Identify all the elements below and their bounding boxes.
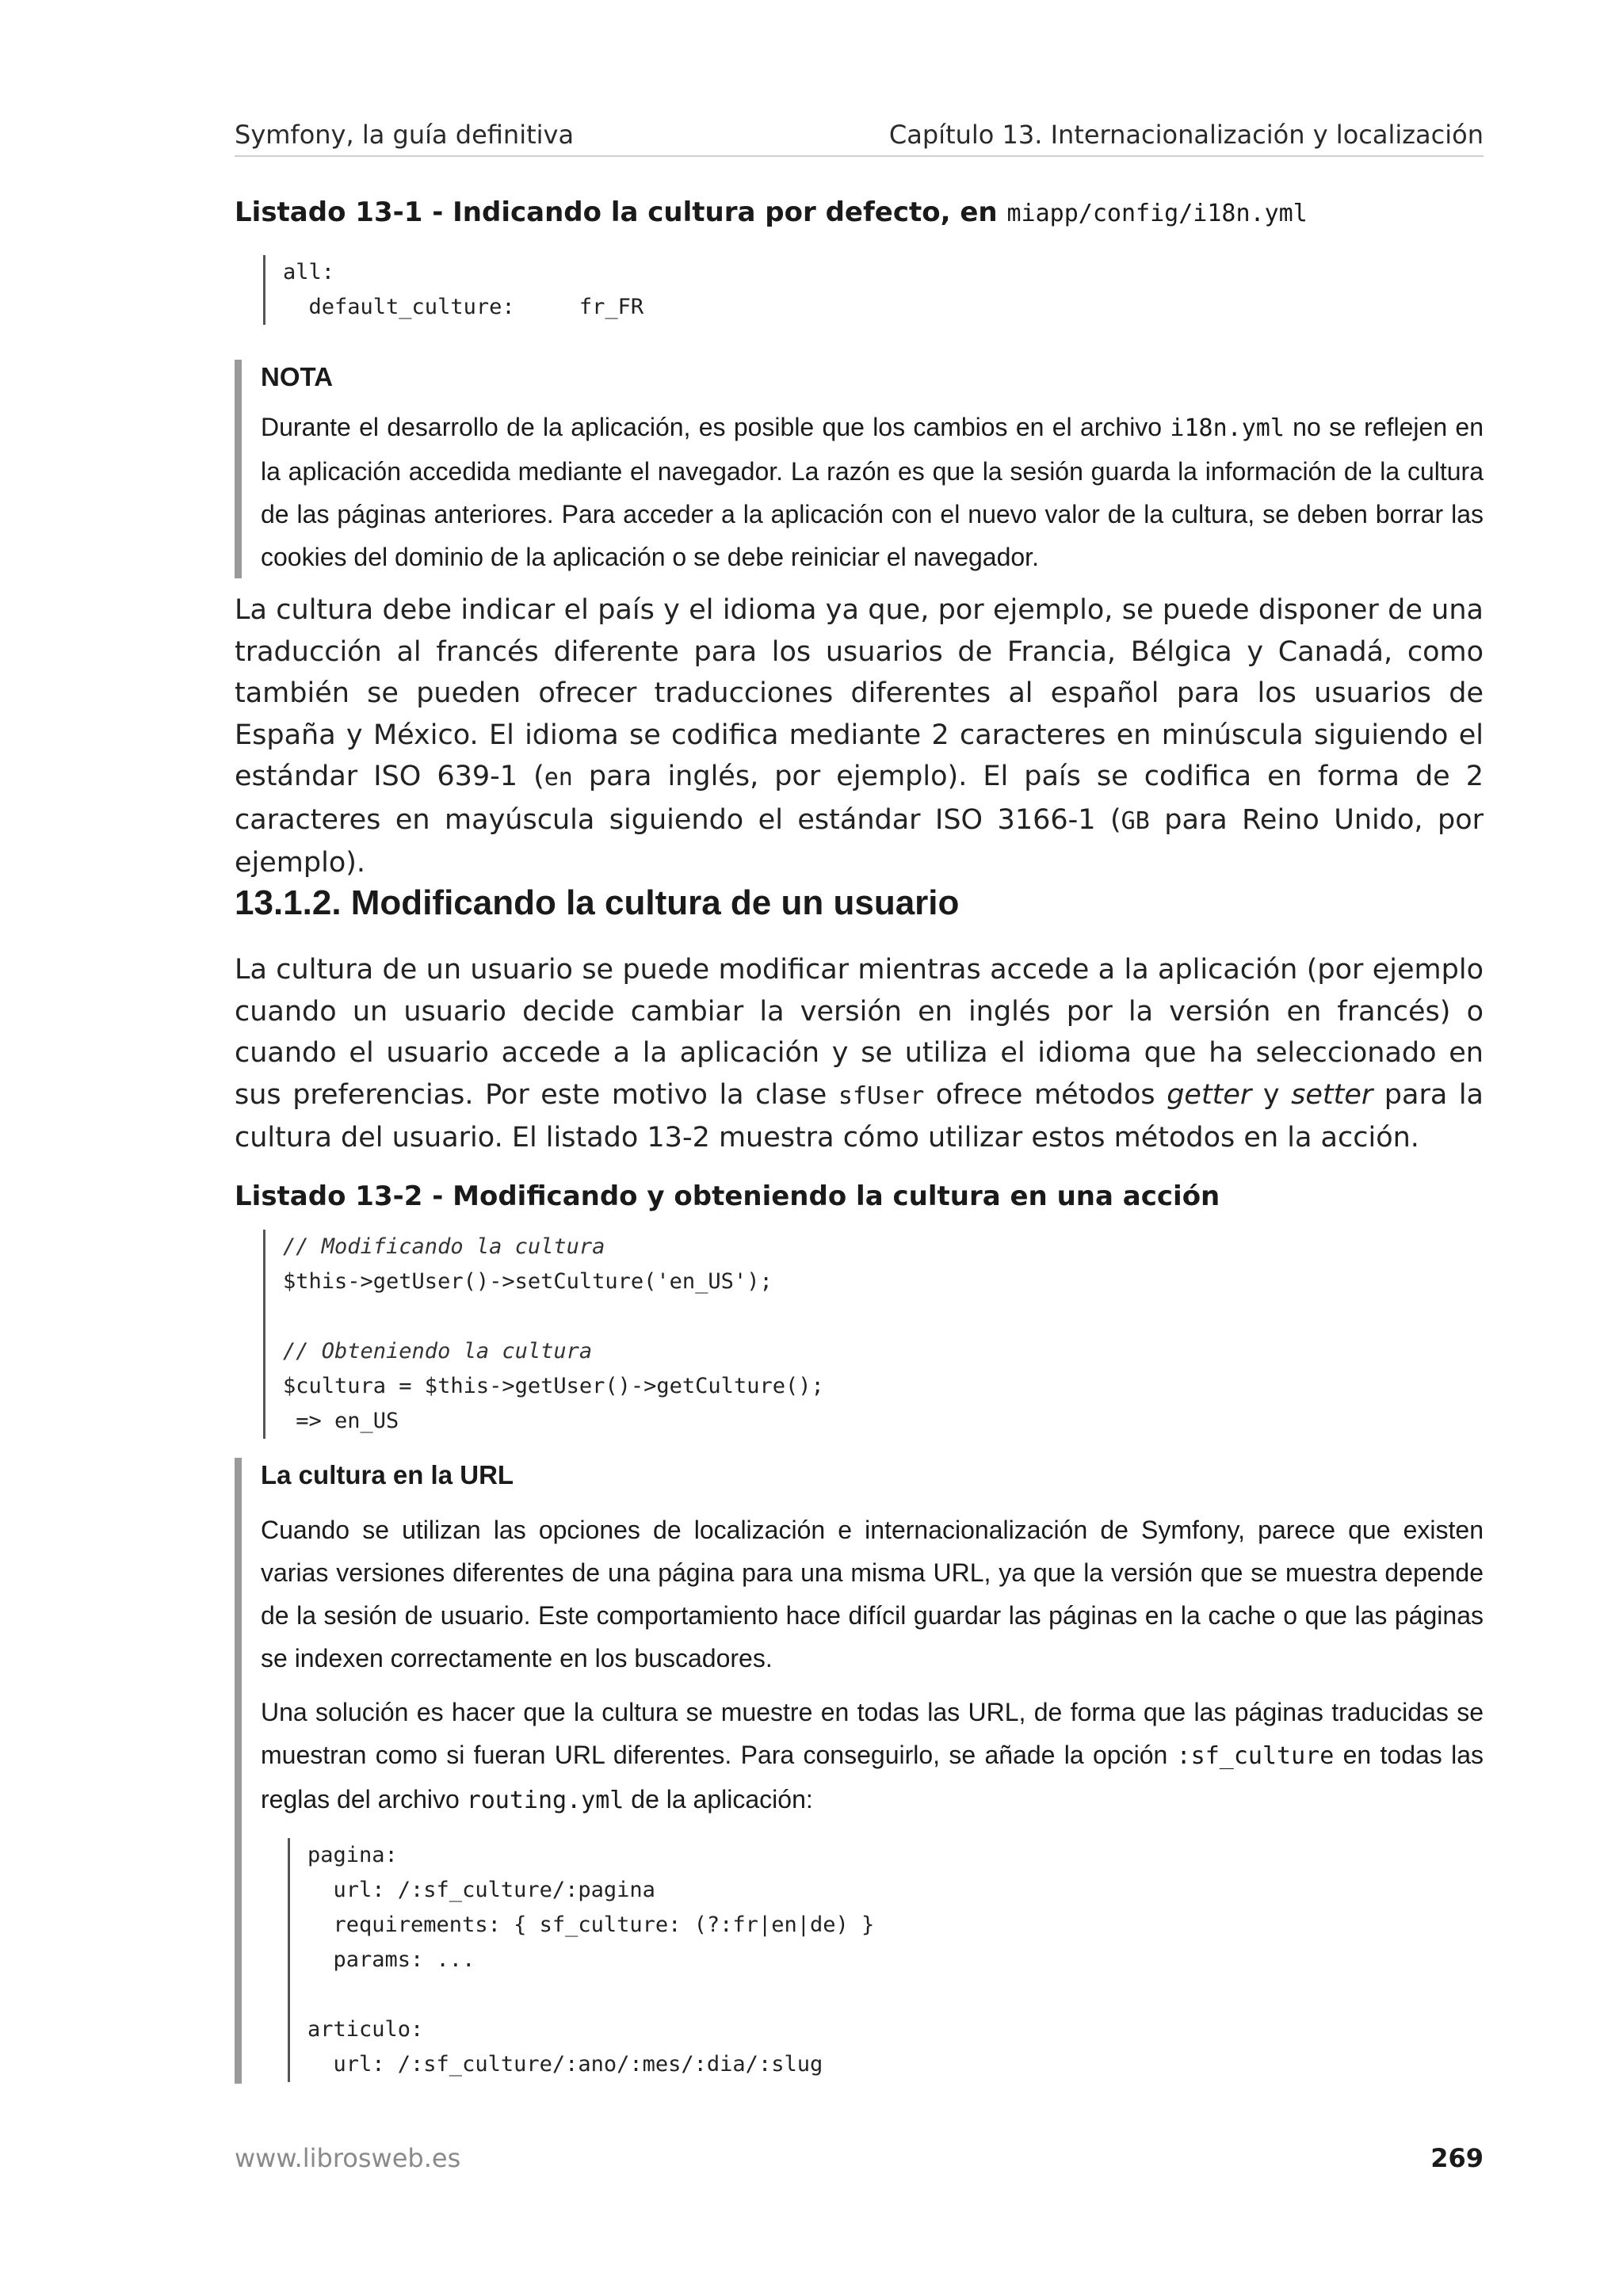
- note-text-a: Durante el desarrollo de la aplicación, es posible que los cambios en el archivo: [261, 413, 1170, 441]
- code-line-result: => en_US: [283, 1409, 399, 1433]
- para1-text-c: para Reino Unido, por ejemplo).: [235, 803, 1484, 879]
- note-code: i18n.yml: [1170, 414, 1285, 442]
- listing-13-1-code: all: default_culture: fr_FR: [263, 255, 643, 325]
- url-note-p2-b: en todas las reglas del archivo: [261, 1741, 1484, 1814]
- paragraph-modify-culture: [235, 949, 1484, 1159]
- book-title: Symfony, la guía definitiva: [235, 120, 575, 150]
- code-comment-get: // Obteniendo la cultura: [283, 1339, 593, 1363]
- url-note-code-routing: routing.yml: [466, 1787, 624, 1814]
- para2-text-a: La cultura de un usuario se puede modificar mientras accede a la aplicación (por ejemplo cuando un usuario decide cambiar la versión en inglés por la versión en francés) o cuando el usuario accede a la aplicación y se utiliza el idioma que ha seleccionado en sus preferencias. Por este motivo la clase: [235, 954, 1484, 1111]
- paragraph-culture-codes: [235, 589, 1484, 884]
- footer: [235, 2142, 1484, 2174]
- para2-text-c: y: [1251, 1078, 1292, 1111]
- para1-code-en: en: [544, 764, 573, 791]
- url-note-p2-c: de la aplicación:: [624, 1785, 813, 1814]
- url-note-p1: Cuando se utilizan las opciones de localización e internacionalización de Symfony, parece que existen varias versiones diferentes de una página para una misma URL, ya que la versión que se muestra depende de la sesión de usuario. Este comportamiento hace difícil guardar las páginas en la cache o que las páginas se indexen correctamente en los buscadores.: [261, 1516, 1484, 1672]
- url-note-p2: [261, 1691, 1484, 1822]
- url-note-code-sf-culture: :sf_culture: [1176, 1742, 1335, 1770]
- running-header: [235, 119, 1484, 157]
- listing-13-2-code: [263, 1230, 824, 1439]
- code-blank-line: [283, 1299, 824, 1334]
- para1-text-a: La cultura debe indicar el país y el idioma ya que, por ejemplo, se puede disponer de una traducción al francés diferente para los usuarios de Francia, Bélgica y Canadá, como también se pueden ofrecer traducciones diferentes al español para los usuarios de España y México. El idioma se codifica mediante 2 caracteres en minúscula siguiendo el estándar ISO 639-1 (: [235, 594, 1484, 792]
- note-heading: NOTA: [261, 362, 334, 391]
- section-heading: 13.1.2. Modificando la cultura de un usuario: [235, 883, 960, 922]
- code-comment-modify: // Modificando la cultura: [283, 1234, 605, 1259]
- para1-code-gb: GB: [1121, 807, 1150, 835]
- listing-13-1-title-code: miapp/config/i18n.yml: [1006, 200, 1308, 227]
- para2-text-d: para la cultura del usuario. El listado 13-2 muestra cómo utilizar estos métodos en la acción.: [235, 1078, 1484, 1154]
- chapter-title: Capítulo 13. Internacionalización y localización: [888, 120, 1484, 150]
- listing-13-2-title: Listado 13-2 - Modificando y obteniendo la cultura en una acción: [235, 1180, 1220, 1212]
- note-text-b: no se reflejen en la aplicación accedida mediante el navegador. La razón es que la sesión guarda la información de la cultura de las páginas anteriores. Para acceder a la aplicación con el nuevo valor de la cultura, se deben borrar las cookies del dominio de la aplicación o se debe reiniciar el navegador.: [261, 413, 1484, 571]
- listing-13-1-title-text: Listado 13-1 - Indicando la cultura por defecto, en: [235, 196, 1007, 228]
- para2-em-setter: setter: [1291, 1078, 1373, 1111]
- url-culture-note: [235, 1458, 1484, 2084]
- code-line-setculture: $this->getUser()->setCulture('en_US');: [283, 1269, 773, 1294]
- url-note-p2-a: Una solución es hacer que la cultura se muestre en todas las URL, de forma que las páginas traducidas se muestran como si fueran URL diferentes. Para conseguirlo, se añade la opción: [261, 1698, 1484, 1769]
- para2-em-getter: getter: [1167, 1078, 1252, 1111]
- para2-code-sfuser: sfUser: [838, 1081, 925, 1110]
- listing-13-1-title: [235, 195, 1484, 231]
- note-box: [235, 360, 1484, 578]
- page-number: 269: [1430, 2143, 1484, 2173]
- note-text: [261, 406, 1484, 578]
- para2-text-b: ofrece métodos: [924, 1078, 1167, 1111]
- code-line-getculture: $cultura = $this->getUser()->getCulture();: [283, 1374, 824, 1398]
- para1-text-b: para inglés, por ejemplo). El país se codifica en forma de 2 caracteres en mayúscula siguiendo el estándar ISO 3166-1 (: [235, 761, 1484, 836]
- routing-code: pagina: url: /:sf_culture/:pagina requirements: { sf_culture: (?:fr|en|de) } params: ... articulo: url: /:sf_culture/:ano/:mes/:dia/:slug: [288, 1838, 1510, 2082]
- footer-site: www.librosweb.es: [235, 2143, 461, 2173]
- url-note-heading: La cultura en la URL: [261, 1460, 514, 1489]
